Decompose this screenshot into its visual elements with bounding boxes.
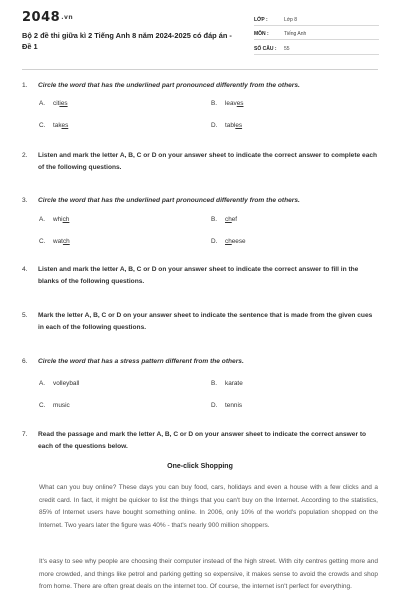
option-b[interactable] xyxy=(211,216,237,223)
question-text: Read the passage and mark the letter A, B, C or D on your answer sheet to indicate the correct answer to each of the questions below. xyxy=(38,431,367,450)
meta-underline xyxy=(254,25,379,26)
question-6 xyxy=(22,356,378,368)
option-d[interactable] xyxy=(211,238,246,245)
option-letter: D. xyxy=(211,122,218,129)
option-text: volleyball xyxy=(53,380,80,387)
meta-count-value: 55 xyxy=(284,46,290,52)
meta-class-label: LỚP : xyxy=(254,17,268,23)
option-text: karate xyxy=(225,380,243,387)
option-letter: C. xyxy=(39,238,46,245)
option-b[interactable] xyxy=(211,380,243,387)
option-c[interactable] xyxy=(39,122,68,129)
option-text: wat xyxy=(53,238,63,245)
question-number: 4. xyxy=(22,266,28,273)
option-c[interactable] xyxy=(39,402,70,409)
meta-count-label: SỐ CÂU : xyxy=(254,46,277,52)
meta-underline xyxy=(254,54,379,55)
option-letter: B. xyxy=(211,100,218,107)
question-text: Mark the letter A, B, C or D on your answer sheet to indicate the sentence that is made from the given cues in each of the following questions. xyxy=(38,312,373,331)
logo-suffix: .vn xyxy=(61,14,74,21)
header-divider xyxy=(22,69,378,70)
option-text: whi xyxy=(53,216,63,223)
option-letter: B. xyxy=(211,380,218,387)
option-a[interactable] xyxy=(39,100,68,107)
meta-class-value: Lớp 8 xyxy=(284,17,298,23)
meta-underline xyxy=(254,39,379,40)
passage-title: One-click Shopping xyxy=(167,463,233,470)
option-underlined: ch xyxy=(62,238,70,245)
option-underlined: ch xyxy=(225,216,232,223)
question-number: 3. xyxy=(22,197,28,204)
question-text: Circle the word that has the underlined part pronounced differently from the others. xyxy=(38,197,300,204)
logo-text: 2048 xyxy=(22,10,61,25)
question-2 xyxy=(22,150,378,174)
site-logo[interactable] xyxy=(22,10,73,25)
option-text: ef xyxy=(231,216,238,223)
option-letter: A. xyxy=(39,100,46,107)
option-text: tak xyxy=(53,122,62,129)
option-letter: A. xyxy=(39,380,46,387)
meta-subject-value: Tiếng Anh xyxy=(284,31,307,37)
page-header xyxy=(0,0,400,72)
question-3 xyxy=(22,195,378,207)
option-a[interactable] xyxy=(39,216,69,223)
option-a[interactable] xyxy=(39,380,79,387)
option-text: tennis xyxy=(225,402,243,409)
option-text: tabl xyxy=(225,122,236,129)
question-number: 6. xyxy=(22,358,28,365)
question-number: 1. xyxy=(22,82,28,89)
question-number: 2. xyxy=(22,152,28,159)
question-4 xyxy=(22,264,378,288)
option-underlined: es xyxy=(61,122,69,129)
option-underlined: ies xyxy=(59,100,68,107)
question-5 xyxy=(22,310,378,334)
passage-paragraph: It's easy to see why people are choosing their computer instead of the high street. With city centres getting more and more crowded, and things like petrol and parking getting so expensive, it makes sense to avoid the crowds and shop from home. There are often great deals on the internet too. Of course, the internet isn't perfect for everything. xyxy=(39,558,378,591)
question-text: Circle the word that has the underlined part pronounced differently from the others. xyxy=(38,82,300,89)
question-text: Circle the word that has a stress pattern different from the others. xyxy=(38,358,244,365)
question-7 xyxy=(22,429,378,453)
passage-paragraph: What can you buy online? These days you can buy food, cars, holidays and even a house with a few clicks and a credit card. In fact, it might be quicker to list the things that you can't buy on the Internet. According to the statistics, 85% of Internet users have bought something online. In 2006, only 10% of the world's population shopped on the Internet. Two years later the figure was 40% - that's nearly 900 million shoppers. xyxy=(39,484,378,529)
option-text: cit xyxy=(53,100,60,107)
option-underlined: ch xyxy=(62,216,70,223)
option-d[interactable] xyxy=(211,122,242,129)
option-letter: D. xyxy=(211,238,218,245)
question-number: 7. xyxy=(22,431,28,438)
question-1 xyxy=(22,80,378,92)
option-letter: D. xyxy=(211,402,218,409)
option-b[interactable] xyxy=(211,100,243,107)
meta-subject-label: MÔN : xyxy=(254,31,269,37)
option-letter: C. xyxy=(39,402,46,409)
option-underlined: es xyxy=(236,100,244,107)
question-text: Listen and mark the letter A, B, C or D on your answer sheet to indicate the correct answer to fill in the blanks of the following questions. xyxy=(38,266,359,285)
option-d[interactable] xyxy=(211,402,242,409)
option-text: eese xyxy=(231,238,246,245)
option-underlined: ch xyxy=(225,238,232,245)
option-c[interactable] xyxy=(39,238,70,245)
option-underlined: es xyxy=(235,122,243,129)
option-text: music xyxy=(53,402,70,409)
option-text: leav xyxy=(225,100,237,107)
question-number: 5. xyxy=(22,312,28,319)
option-letter: A. xyxy=(39,216,46,223)
document-title: Bộ 2 đề thi giữa kì 2 Tiếng Anh 8 năm 2024-2025 có đáp án - Đề 1 xyxy=(22,31,232,51)
question-text: Listen and mark the letter A, B, C or D on your answer sheet to indicate the correct answer to complete each of the following questions. xyxy=(38,152,378,171)
option-letter: B. xyxy=(211,216,218,223)
option-letter: C. xyxy=(39,122,46,129)
